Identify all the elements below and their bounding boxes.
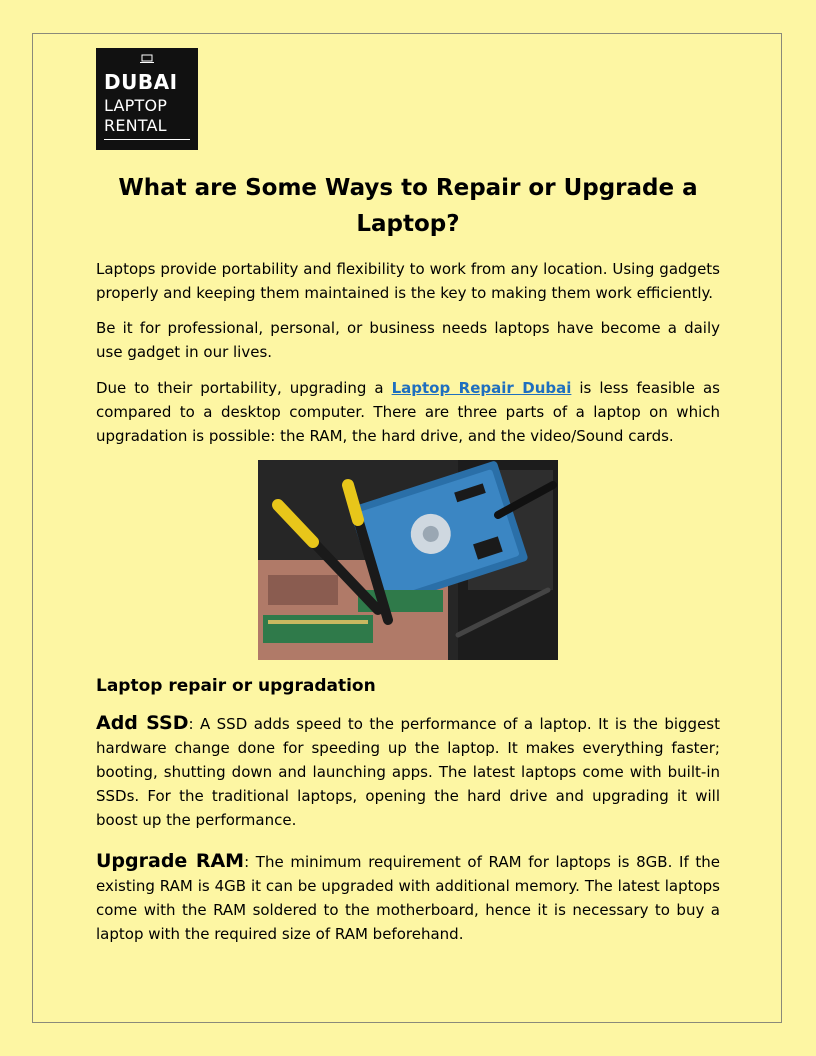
logo-text-laptop: LAPTOP [104, 96, 168, 115]
add-ssd-paragraph [96, 711, 720, 832]
logo-text-dubai: DUBAI [104, 70, 178, 94]
laptop-repair-dubai-link[interactable]: Laptop Repair Dubai [391, 379, 572, 397]
upgrade-ram-paragraph [96, 849, 720, 946]
laptop-repair-photo [258, 460, 558, 660]
intro-paragraph-3-text-a: Due to their portability, upgrading a [96, 379, 392, 397]
title-line-1: What are Some Ways to Repair or Upgrade a [118, 175, 698, 201]
intro-paragraph-3 [96, 376, 720, 448]
add-ssd-term: Add SSD [96, 712, 189, 734]
intro-paragraph-3-text-b: is less feasible as compared to a desktop computer. There are three parts of a laptop on which upgradation is possible: the RAM, the hard drive, and the video/Sound cards. [96, 379, 720, 445]
intro-paragraph-2: Be it for professional, personal, or business needs laptops have become a daily use gadget in our lives. [96, 319, 720, 361]
intro-paragraph-1: Laptops provide portability and flexibility to work from any location. Using gadgets properly and keeping them maintained is the key to making them work efficiently. [96, 260, 720, 302]
logo-text-rental: RENTAL [104, 116, 167, 135]
upgrade-ram-text: : The minimum requirement of RAM for laptops is 8GB. If the existing RAM is 4GB it can be upgraded with additional memory. The latest laptops come with the RAM soldered to the motherboard, hence it is necessary to buy a laptop with the required size of RAM beforehand. [96, 853, 721, 943]
add-ssd-text: : A SSD adds speed to the performance of a laptop. It is the biggest hardware change done for speeding up the laptop. It makes everything faster; booting, shutting down and launching apps. The latest laptops come with built-in SSDs. For the traditional laptops, opening the hard drive and upgrading it will boost up the performance. [96, 715, 720, 829]
logo-underline [104, 139, 190, 140]
laptop-repair-illustration [258, 460, 558, 660]
dubai-laptop-rental-logo [96, 48, 198, 150]
laptop-icon [138, 54, 156, 64]
upgrade-ram-term: Upgrade RAM [96, 850, 245, 872]
section-heading: Laptop repair or upgradation [96, 676, 376, 696]
page-title [96, 170, 720, 242]
title-line-2: Laptop? [356, 211, 460, 237]
